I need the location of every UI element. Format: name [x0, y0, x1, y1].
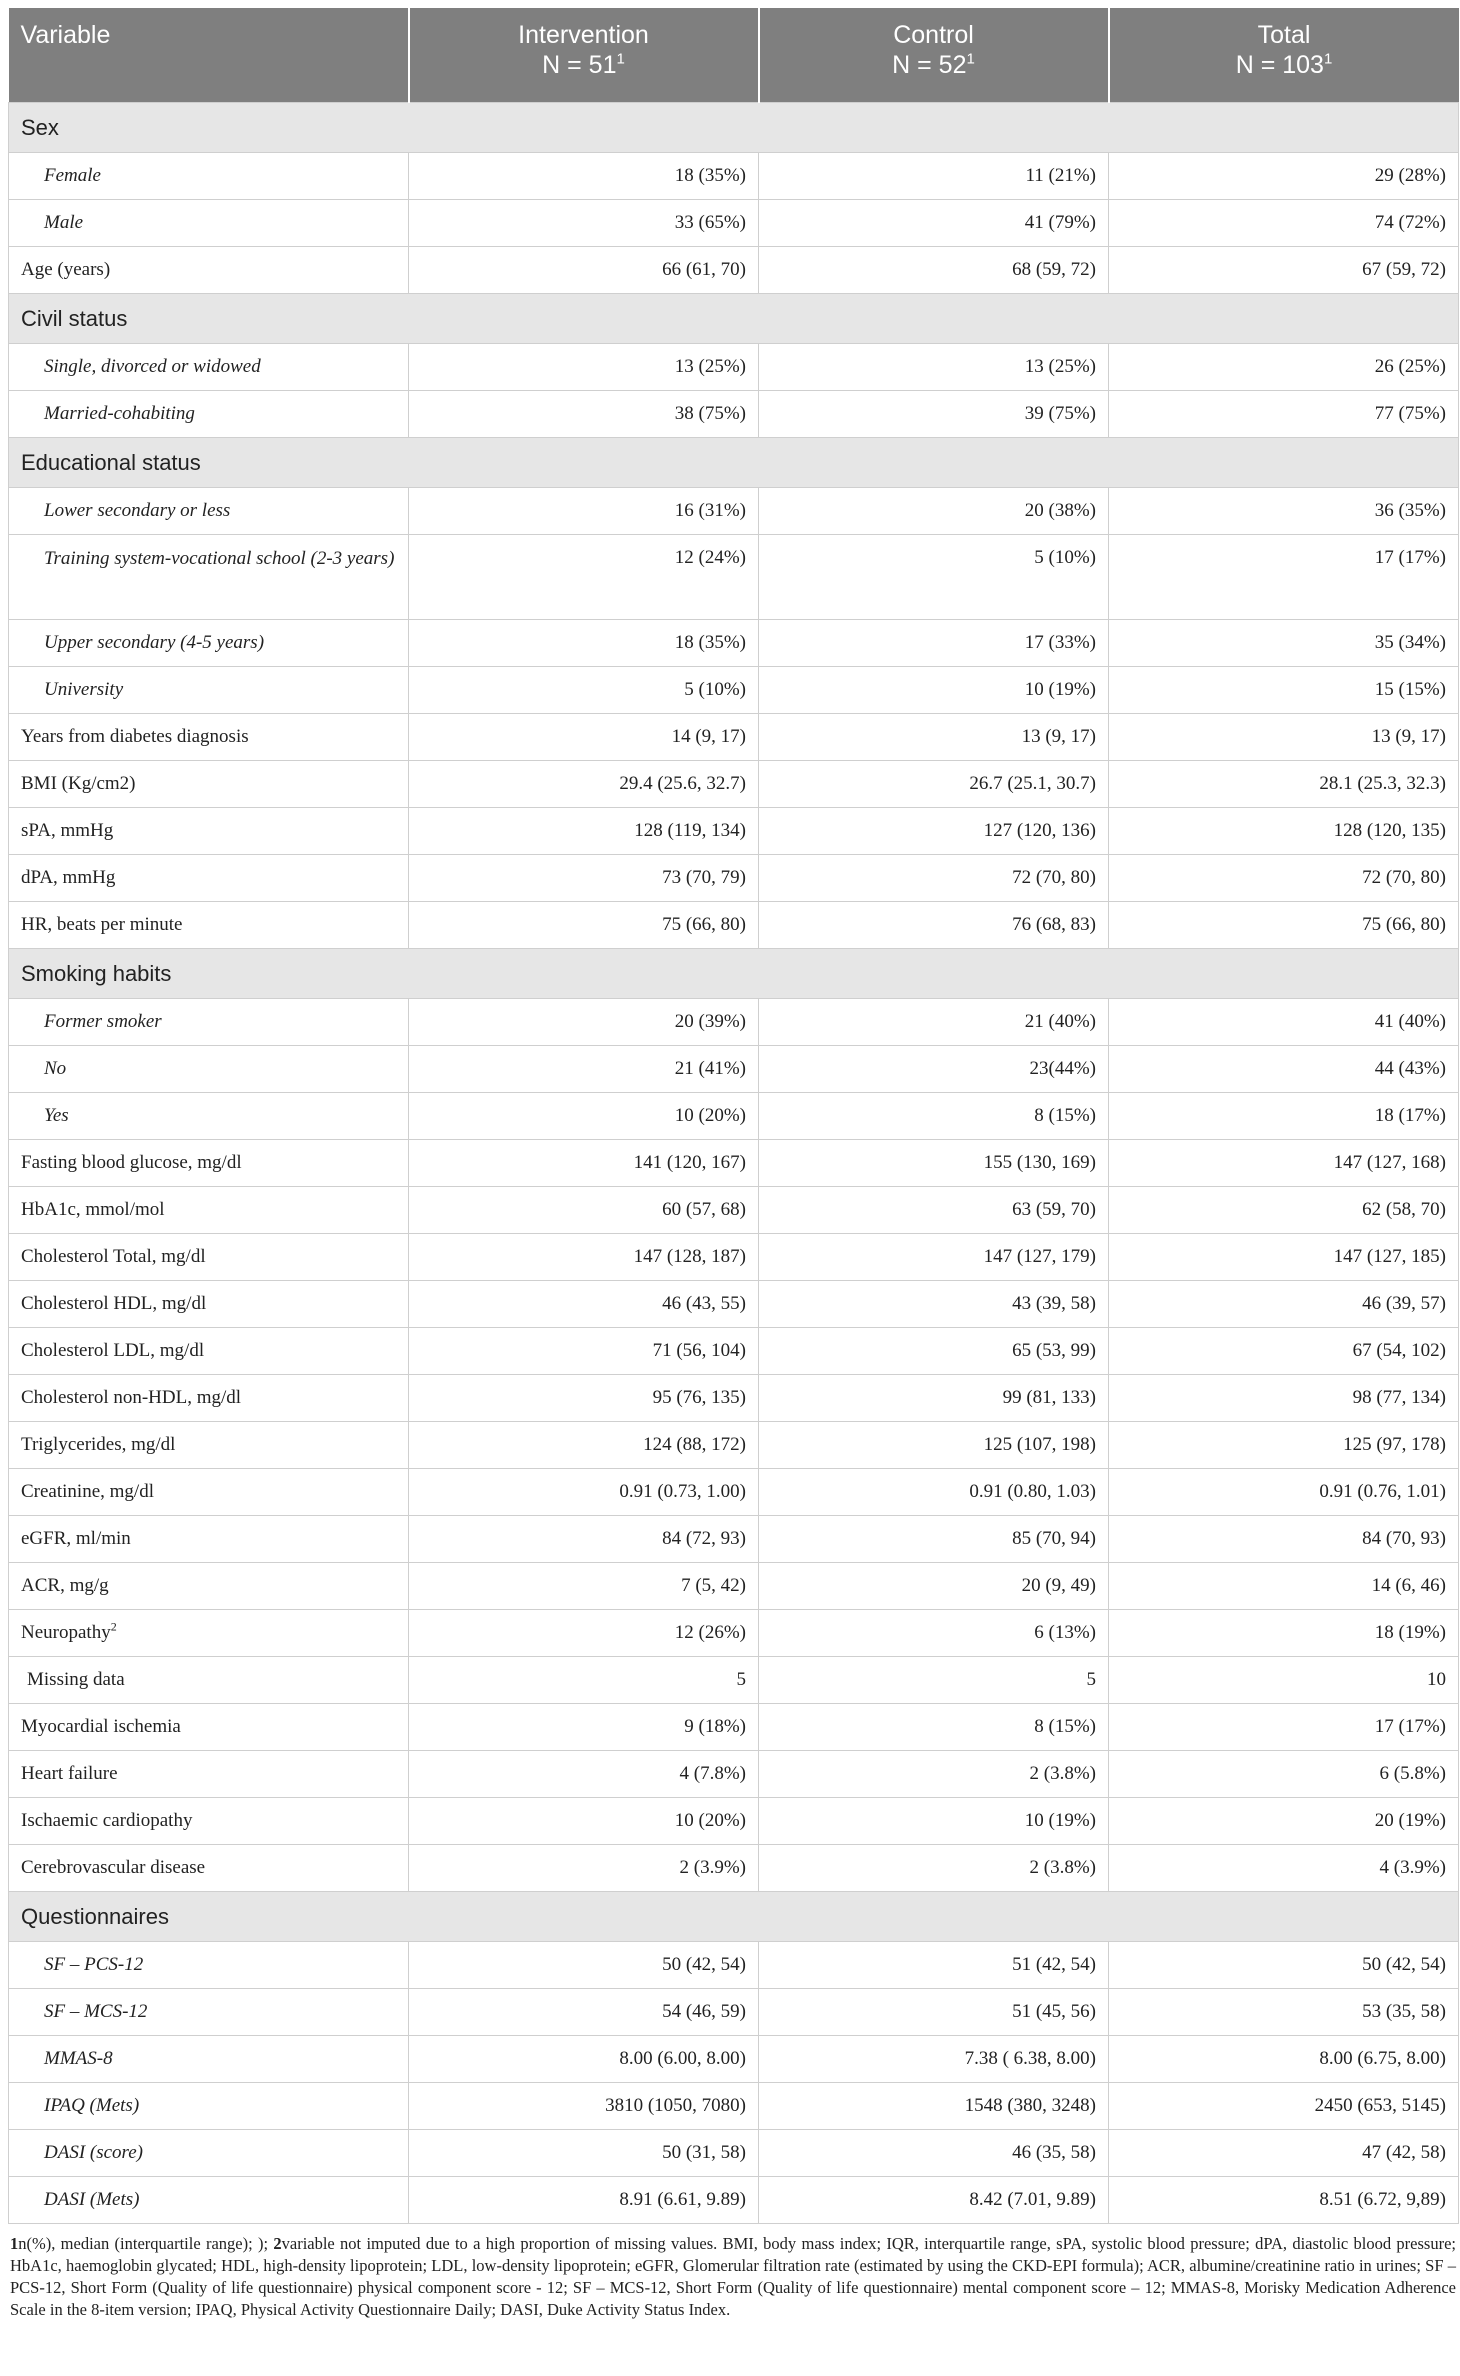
cell-total: 84 (70, 93): [1109, 1516, 1459, 1563]
table-row: [9, 1610, 1459, 1657]
row-label-text: BMI (Kg/cm2): [21, 773, 136, 794]
table-header: [9, 8, 1459, 103]
table-row: [9, 1046, 1459, 1093]
row-label-text: Cholesterol Total, mg/dl: [21, 1246, 206, 1267]
cell-total: 17 (17%): [1109, 1704, 1459, 1751]
row-label: [9, 1845, 409, 1892]
row-label-text: MMAS-8: [44, 2048, 113, 2069]
table-row: [9, 1989, 1459, 2036]
cell-control: 8.42 (7.01, 9.89): [759, 2177, 1109, 2224]
cell-intervention: 18 (35%): [409, 620, 759, 667]
cell-total: 98 (77, 134): [1109, 1375, 1459, 1422]
table-row: [9, 344, 1459, 391]
table-row: [9, 1657, 1459, 1704]
cell-intervention: 7 (5, 42): [409, 1563, 759, 1610]
cell-control: 68 (59, 72): [759, 247, 1109, 294]
cell-intervention: 84 (72, 93): [409, 1516, 759, 1563]
row-label: [9, 1281, 409, 1328]
row-label-text: dPA, mmHg: [21, 867, 116, 888]
table-row: [9, 1093, 1459, 1140]
cell-total: 50 (42, 54): [1109, 1942, 1459, 1989]
section-heading: Educational status: [9, 438, 1459, 488]
row-label-text: IPAQ (Mets): [44, 2095, 140, 2116]
row-label: [9, 1798, 409, 1845]
cell-total: 2450 (653, 5145): [1109, 2083, 1459, 2130]
cell-control: 20 (38%): [759, 488, 1109, 535]
row-label-text: sPA, mmHg: [21, 820, 114, 841]
header-control-n: N = 52: [892, 51, 967, 79]
row-label-text: Married-cohabiting: [44, 403, 195, 424]
table-row: [9, 153, 1459, 200]
row-label-text: University: [44, 679, 124, 700]
cell-intervention: 71 (56, 104): [409, 1328, 759, 1375]
row-label: [9, 1046, 409, 1093]
header-total-n: N = 103: [1235, 51, 1324, 79]
row-label: [9, 808, 409, 855]
table-row: [9, 761, 1459, 808]
cell-control: 41 (79%): [759, 200, 1109, 247]
row-label: [9, 2177, 409, 2224]
table-row: [9, 2177, 1459, 2224]
header-intervention: [409, 8, 759, 103]
cell-control: 5: [759, 1657, 1109, 1704]
cell-intervention: 14 (9, 17): [409, 714, 759, 761]
row-label: [9, 153, 409, 200]
row-label-text: Triglycerides, mg/dl: [21, 1434, 176, 1455]
cell-control: 0.91 (0.80, 1.03): [759, 1469, 1109, 1516]
table-row: [9, 999, 1459, 1046]
cell-total: 6 (5.8%): [1109, 1751, 1459, 1798]
cell-total: 36 (35%): [1109, 488, 1459, 535]
row-label-text: No: [44, 1058, 67, 1079]
cell-total: 125 (97, 178): [1109, 1422, 1459, 1469]
cell-control: 72 (70, 80): [759, 855, 1109, 902]
table-row: [9, 1469, 1459, 1516]
cell-intervention: 46 (43, 55): [409, 1281, 759, 1328]
cell-intervention: 5: [409, 1657, 759, 1704]
row-label-text: Myocardial ischemia: [21, 1716, 181, 1737]
cell-control: 23(44%): [759, 1046, 1109, 1093]
row-label: [9, 1469, 409, 1516]
cell-total: 29 (28%): [1109, 153, 1459, 200]
section-heading: Civil status: [9, 294, 1459, 344]
section-row: [9, 103, 1459, 153]
cell-intervention: 33 (65%): [409, 200, 759, 247]
cell-total: 8.00 (6.75, 8.00): [1109, 2036, 1459, 2083]
row-label-text: Age (years): [21, 259, 111, 280]
cell-intervention: 38 (75%): [409, 391, 759, 438]
footnote-text-1: n(%), median (interquartile range); );: [18, 2234, 274, 2253]
row-label: [9, 1093, 409, 1140]
cell-control: 13 (9, 17): [759, 714, 1109, 761]
table-row: [9, 391, 1459, 438]
row-label: [9, 535, 409, 620]
cell-control: 51 (45, 56): [759, 1989, 1109, 2036]
table-row: [9, 1422, 1459, 1469]
section-row: [9, 949, 1459, 999]
table-row: [9, 714, 1459, 761]
row-label: [9, 1657, 409, 1704]
cell-control: 7.38 ( 6.38, 8.00): [759, 2036, 1109, 2083]
cell-control: 99 (81, 133): [759, 1375, 1109, 1422]
row-label: [9, 667, 409, 714]
table-row: [9, 488, 1459, 535]
cell-intervention: 12 (26%): [409, 1610, 759, 1657]
row-label: [9, 391, 409, 438]
cell-intervention: 18 (35%): [409, 153, 759, 200]
table-row: [9, 1563, 1459, 1610]
cell-total: 14 (6, 46): [1109, 1563, 1459, 1610]
row-label-text: Former smoker: [44, 1011, 162, 1032]
row-label: [9, 344, 409, 391]
cell-total: 26 (25%): [1109, 344, 1459, 391]
row-label: [9, 1234, 409, 1281]
cell-control: 6 (13%): [759, 1610, 1109, 1657]
cell-total: 10: [1109, 1657, 1459, 1704]
row-label-text: Cerebrovascular disease: [21, 1857, 206, 1878]
table-row: [9, 620, 1459, 667]
cell-intervention: 10 (20%): [409, 1093, 759, 1140]
cell-intervention: 4 (7.8%): [409, 1751, 759, 1798]
table-row: [9, 667, 1459, 714]
cell-total: 74 (72%): [1109, 200, 1459, 247]
row-label-text: Female: [44, 165, 101, 186]
row-label: [9, 1704, 409, 1751]
cell-total: 17 (17%): [1109, 535, 1459, 620]
section-heading: Sex: [9, 103, 1459, 153]
row-label: [9, 999, 409, 1046]
row-label-text: SF – PCS-12: [44, 1954, 144, 1975]
table-row: [9, 2083, 1459, 2130]
row-label: [9, 2130, 409, 2177]
row-label-text: HbA1c, mmol/mol: [21, 1199, 165, 1220]
cell-total: 67 (59, 72): [1109, 247, 1459, 294]
header-footnote-mark: 1: [616, 50, 625, 68]
table-row: [9, 1234, 1459, 1281]
cell-control: 2 (3.8%): [759, 1845, 1109, 1892]
cell-total: 41 (40%): [1109, 999, 1459, 1046]
cell-intervention: 147 (128, 187): [409, 1234, 759, 1281]
cell-intervention: 66 (61, 70): [409, 247, 759, 294]
row-label: [9, 1516, 409, 1563]
row-label: [9, 1563, 409, 1610]
cell-control: 147 (127, 179): [759, 1234, 1109, 1281]
footnote-text-2: variable not imputed due to a high proportion of missing values. BMI, body mass index; IQR, interquartile range, sPA, systolic blood pressure; dPA, diastolic blood pressure; HbA1c, haemoglobin glycated; HDL, high-density lipoprotein; LDL, low-density lipoprotein; eGFR, Glomerular filtration rate (estimated by using the CKD-EPI formula); ACR, albumine/creatinine ratio in urines; SF – PCS-12, Short Form (Quality of life questionnaire) physical component score - 12; SF – MCS-12, Short Form (Quality of life questionnaire) mental component score – 12; MMAS-8, Morisky Medication Adherence Scale in the 8-item version; IPAQ, Physical Activity Questionnaire Daily; DASI, Duke Activity Status Index.: [10, 2234, 1456, 2319]
table-row: [9, 2130, 1459, 2177]
baseline-characteristics-table: [8, 8, 1459, 2224]
header-row: [9, 8, 1459, 103]
header-intervention-n: N = 51: [542, 51, 617, 79]
table-body: [9, 103, 1459, 2224]
cell-intervention: 13 (25%): [409, 344, 759, 391]
row-label: [9, 714, 409, 761]
cell-intervention: 141 (120, 167): [409, 1140, 759, 1187]
cell-total: 62 (58, 70): [1109, 1187, 1459, 1234]
cell-total: 75 (66, 80): [1109, 902, 1459, 949]
cell-total: 147 (127, 168): [1109, 1140, 1459, 1187]
cell-control: 26.7 (25.1, 30.7): [759, 761, 1109, 808]
cell-intervention: 54 (46, 59): [409, 1989, 759, 2036]
header-control: [759, 8, 1109, 103]
section-row: [9, 294, 1459, 344]
row-label-text: Fasting blood glucose, mg/dl: [21, 1152, 242, 1173]
cell-control: 2 (3.8%): [759, 1751, 1109, 1798]
table-row: [9, 1140, 1459, 1187]
row-label: [9, 1751, 409, 1798]
cell-total: 4 (3.9%): [1109, 1845, 1459, 1892]
section-heading: Questionnaires: [9, 1892, 1459, 1942]
cell-control: 10 (19%): [759, 667, 1109, 714]
table-row: [9, 2036, 1459, 2083]
header-footnote-mark: 1: [966, 50, 975, 68]
table-row: [9, 1845, 1459, 1892]
cell-control: 13 (25%): [759, 344, 1109, 391]
row-label: [9, 200, 409, 247]
cell-intervention: 128 (119, 134): [409, 808, 759, 855]
cell-total: 8.51 (6.72, 9,89): [1109, 2177, 1459, 2224]
cell-control: 1548 (380, 3248): [759, 2083, 1109, 2130]
header-intervention-label: Intervention: [518, 21, 649, 49]
row-label: [9, 1375, 409, 1422]
table-row: [9, 1328, 1459, 1375]
table-row: [9, 855, 1459, 902]
cell-control: 5 (10%): [759, 535, 1109, 620]
cell-intervention: 8.00 (6.00, 8.00): [409, 2036, 759, 2083]
row-label-text: Neuropathy: [21, 1622, 111, 1643]
row-label-text: Creatinine, mg/dl: [21, 1481, 154, 1502]
cell-control: 17 (33%): [759, 620, 1109, 667]
cell-total: 147 (127, 185): [1109, 1234, 1459, 1281]
row-label-text: Ischaemic cardiopathy: [21, 1810, 193, 1831]
row-label: [9, 1942, 409, 1989]
cell-total: 53 (35, 58): [1109, 1989, 1459, 2036]
row-footnote-mark: 2: [110, 1619, 117, 1634]
row-label-text: HR, beats per minute: [21, 914, 183, 935]
header-total: [1109, 8, 1459, 103]
row-label-text: Lower secondary or less: [44, 500, 231, 521]
cell-total: 46 (39, 57): [1109, 1281, 1459, 1328]
cell-total: 18 (19%): [1109, 1610, 1459, 1657]
row-label-text: Missing data: [27, 1669, 125, 1690]
section-row: [9, 438, 1459, 488]
section-row: [9, 1892, 1459, 1942]
row-label-text: Training system-vocational school (2-3 years): [44, 548, 395, 569]
row-label-text: Cholesterol non-HDL, mg/dl: [21, 1387, 242, 1408]
row-label-text: Male: [44, 212, 84, 233]
table-row: [9, 535, 1459, 620]
cell-total: 15 (15%): [1109, 667, 1459, 714]
row-label: [9, 1422, 409, 1469]
row-label: [9, 761, 409, 808]
table-row: [9, 1751, 1459, 1798]
row-label-text: ACR, mg/g: [21, 1575, 109, 1596]
cell-total: 72 (70, 80): [1109, 855, 1459, 902]
row-label-text: Cholesterol LDL, mg/dl: [21, 1340, 205, 1361]
table-row: [9, 1375, 1459, 1422]
cell-control: 46 (35, 58): [759, 2130, 1109, 2177]
cell-control: 65 (53, 99): [759, 1328, 1109, 1375]
cell-intervention: 50 (31, 58): [409, 2130, 759, 2177]
header-control-label: Control: [893, 21, 974, 49]
cell-intervention: 21 (41%): [409, 1046, 759, 1093]
row-label: [9, 1989, 409, 2036]
footnote-mark-1: 1: [10, 2234, 19, 2253]
cell-intervention: 5 (10%): [409, 667, 759, 714]
row-label-text: Upper secondary (4-5 years): [44, 632, 265, 653]
cell-intervention: 75 (66, 80): [409, 902, 759, 949]
row-label-text: Single, divorced or widowed: [44, 356, 261, 377]
row-label: [9, 1140, 409, 1187]
table-row: [9, 808, 1459, 855]
row-label-text: SF – MCS-12: [44, 2001, 148, 2022]
row-label: [9, 1187, 409, 1234]
row-label-text: DASI (score): [44, 2142, 144, 2163]
cell-intervention: 3810 (1050, 7080): [409, 2083, 759, 2130]
table-container: [8, 8, 1458, 2321]
table-row: [9, 1798, 1459, 1845]
cell-total: 35 (34%): [1109, 620, 1459, 667]
cell-total: 128 (120, 135): [1109, 808, 1459, 855]
cell-intervention: 9 (18%): [409, 1704, 759, 1751]
row-label-text: Yes: [44, 1105, 69, 1126]
row-label: [9, 1328, 409, 1375]
cell-control: 155 (130, 169): [759, 1140, 1109, 1187]
cell-total: 20 (19%): [1109, 1798, 1459, 1845]
row-label-text: eGFR, ml/min: [21, 1528, 131, 1549]
table-row: [9, 1187, 1459, 1234]
table-row: [9, 1281, 1459, 1328]
row-label: [9, 902, 409, 949]
cell-total: 18 (17%): [1109, 1093, 1459, 1140]
cell-intervention: 60 (57, 68): [409, 1187, 759, 1234]
cell-control: 8 (15%): [759, 1704, 1109, 1751]
cell-total: 47 (42, 58): [1109, 2130, 1459, 2177]
row-label: [9, 247, 409, 294]
row-label: [9, 620, 409, 667]
row-label: [9, 2083, 409, 2130]
cell-control: 63 (59, 70): [759, 1187, 1109, 1234]
cell-total: 0.91 (0.76, 1.01): [1109, 1469, 1459, 1516]
row-label-text: DASI (Mets): [44, 2189, 140, 2210]
cell-intervention: 10 (20%): [409, 1798, 759, 1845]
cell-intervention: 73 (70, 79): [409, 855, 759, 902]
table-row: [9, 200, 1459, 247]
cell-intervention: 95 (76, 135): [409, 1375, 759, 1422]
table-row: [9, 1704, 1459, 1751]
cell-total: 67 (54, 102): [1109, 1328, 1459, 1375]
footnote-mark-2: 2: [273, 2234, 282, 2253]
cell-total: 13 (9, 17): [1109, 714, 1459, 761]
table-footnote: [8, 2233, 1458, 2321]
cell-intervention: 8.91 (6.61, 9.89): [409, 2177, 759, 2224]
table-row: [9, 1516, 1459, 1563]
row-label-text: Heart failure: [21, 1763, 118, 1784]
cell-control: 125 (107, 198): [759, 1422, 1109, 1469]
cell-control: 21 (40%): [759, 999, 1109, 1046]
row-label: [9, 1610, 409, 1657]
section-heading: Smoking habits: [9, 949, 1459, 999]
cell-control: 8 (15%): [759, 1093, 1109, 1140]
cell-control: 10 (19%): [759, 1798, 1109, 1845]
cell-intervention: 50 (42, 54): [409, 1942, 759, 1989]
cell-total: 77 (75%): [1109, 391, 1459, 438]
table-row: [9, 902, 1459, 949]
cell-control: 85 (70, 94): [759, 1516, 1109, 1563]
table-row: [9, 1942, 1459, 1989]
cell-intervention: 29.4 (25.6, 32.7): [409, 761, 759, 808]
header-variable: Variable: [9, 8, 409, 103]
cell-total: 28.1 (25.3, 32.3): [1109, 761, 1459, 808]
cell-intervention: 2 (3.9%): [409, 1845, 759, 1892]
cell-total: 44 (43%): [1109, 1046, 1459, 1093]
header-footnote-mark: 1: [1323, 50, 1333, 68]
row-label: [9, 855, 409, 902]
cell-control: 127 (120, 136): [759, 808, 1109, 855]
cell-control: 76 (68, 83): [759, 902, 1109, 949]
row-label: [9, 2036, 409, 2083]
cell-intervention: 124 (88, 172): [409, 1422, 759, 1469]
table-row: [9, 247, 1459, 294]
header-total-label: Total: [1257, 21, 1311, 49]
cell-control: 11 (21%): [759, 153, 1109, 200]
cell-control: 51 (42, 54): [759, 1942, 1109, 1989]
row-label-text: Cholesterol HDL, mg/dl: [21, 1293, 207, 1314]
cell-control: 39 (75%): [759, 391, 1109, 438]
cell-intervention: 12 (24%): [409, 535, 759, 620]
cell-intervention: 0.91 (0.73, 1.00): [409, 1469, 759, 1516]
cell-control: 43 (39, 58): [759, 1281, 1109, 1328]
cell-intervention: 16 (31%): [409, 488, 759, 535]
cell-control: 20 (9, 49): [759, 1563, 1109, 1610]
row-label: [9, 488, 409, 535]
row-label-text: Years from diabetes diagnosis: [21, 726, 249, 747]
cell-intervention: 20 (39%): [409, 999, 759, 1046]
